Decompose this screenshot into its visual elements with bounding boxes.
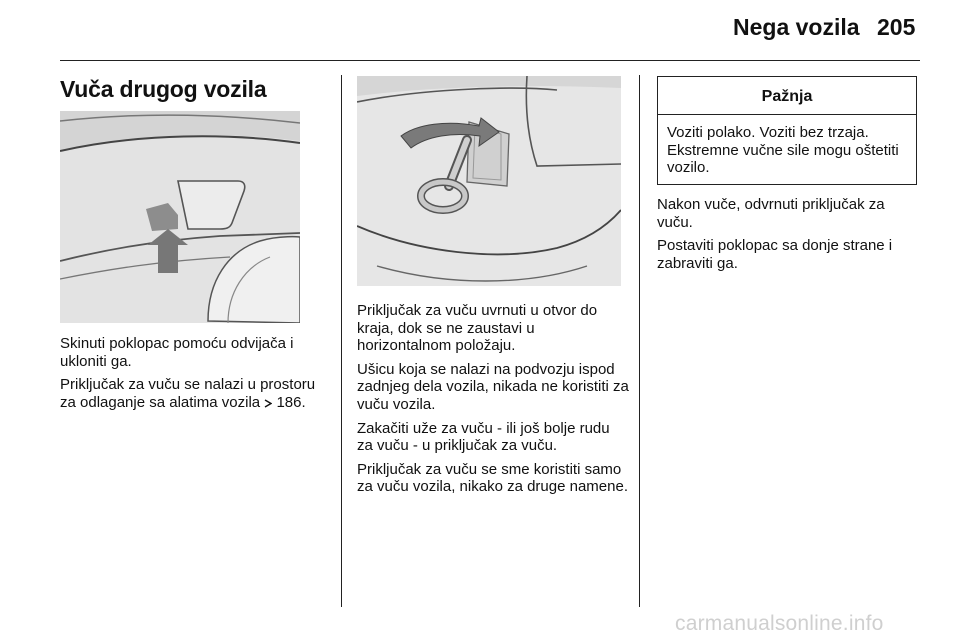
watermark: carmanualsonline.info — [675, 612, 884, 635]
section-title: Vuča drugog vozila — [60, 76, 267, 102]
page-number: 205 — [877, 14, 916, 40]
usage-restriction: Priključak za vuču se sme koristiti samo za vuču vozila, nikako za druge namene. — [357, 460, 628, 496]
running-header-title: Nega vozila — [733, 14, 860, 40]
column-2-text — [357, 302, 629, 502]
page-reference: 186. — [276, 393, 306, 411]
header-rule — [60, 60, 920, 61]
instruction-screw-in: Priključak za vuču uvrnuti u otvor do kraja, dok se ne zaustavi u horizontalnom položaju. — [357, 302, 598, 355]
instruction-tool-location: Priključak za vuču se nalazi u prostoru za odlaganje sa alatima vozila 186. — [60, 376, 316, 411]
caution-box — [657, 76, 917, 185]
column-divider-left — [341, 75, 342, 607]
caution-text: Voziti polako. Voziti bez trzaja. Ekstremne vučne sile mogu oštetiti vozilo. — [667, 124, 899, 177]
column-1-text — [60, 335, 322, 417]
column-3-text — [657, 196, 919, 278]
instruction-replace-cover: Postaviti poklopac sa donje strane i zabraviti ga. — [657, 237, 893, 272]
bumper-cover-figure — [60, 111, 300, 323]
instruction-remove-cover: Skinuti poklopac pomoću odvijača i ukloniti ga. — [60, 335, 294, 370]
column-divider-right — [639, 75, 640, 607]
instruction-unscrew: Nakon vuče, odvrnuti priključak za vuču. — [657, 196, 885, 231]
page-reference-icon — [264, 399, 272, 408]
caution-heading: Pažnja — [658, 77, 916, 115]
towing-eye-figure — [357, 76, 621, 286]
warning-underbody-eye: Ušicu koja se nalazi na podvozju ispod zadnjeg dela vozila, nikada ne koristiti za vuču vozila. — [357, 360, 629, 413]
instruction-attach-rope: Zakačiti uže za vuču - ili još bolje rudu za vuču - u priključak za vuču. — [357, 419, 610, 455]
